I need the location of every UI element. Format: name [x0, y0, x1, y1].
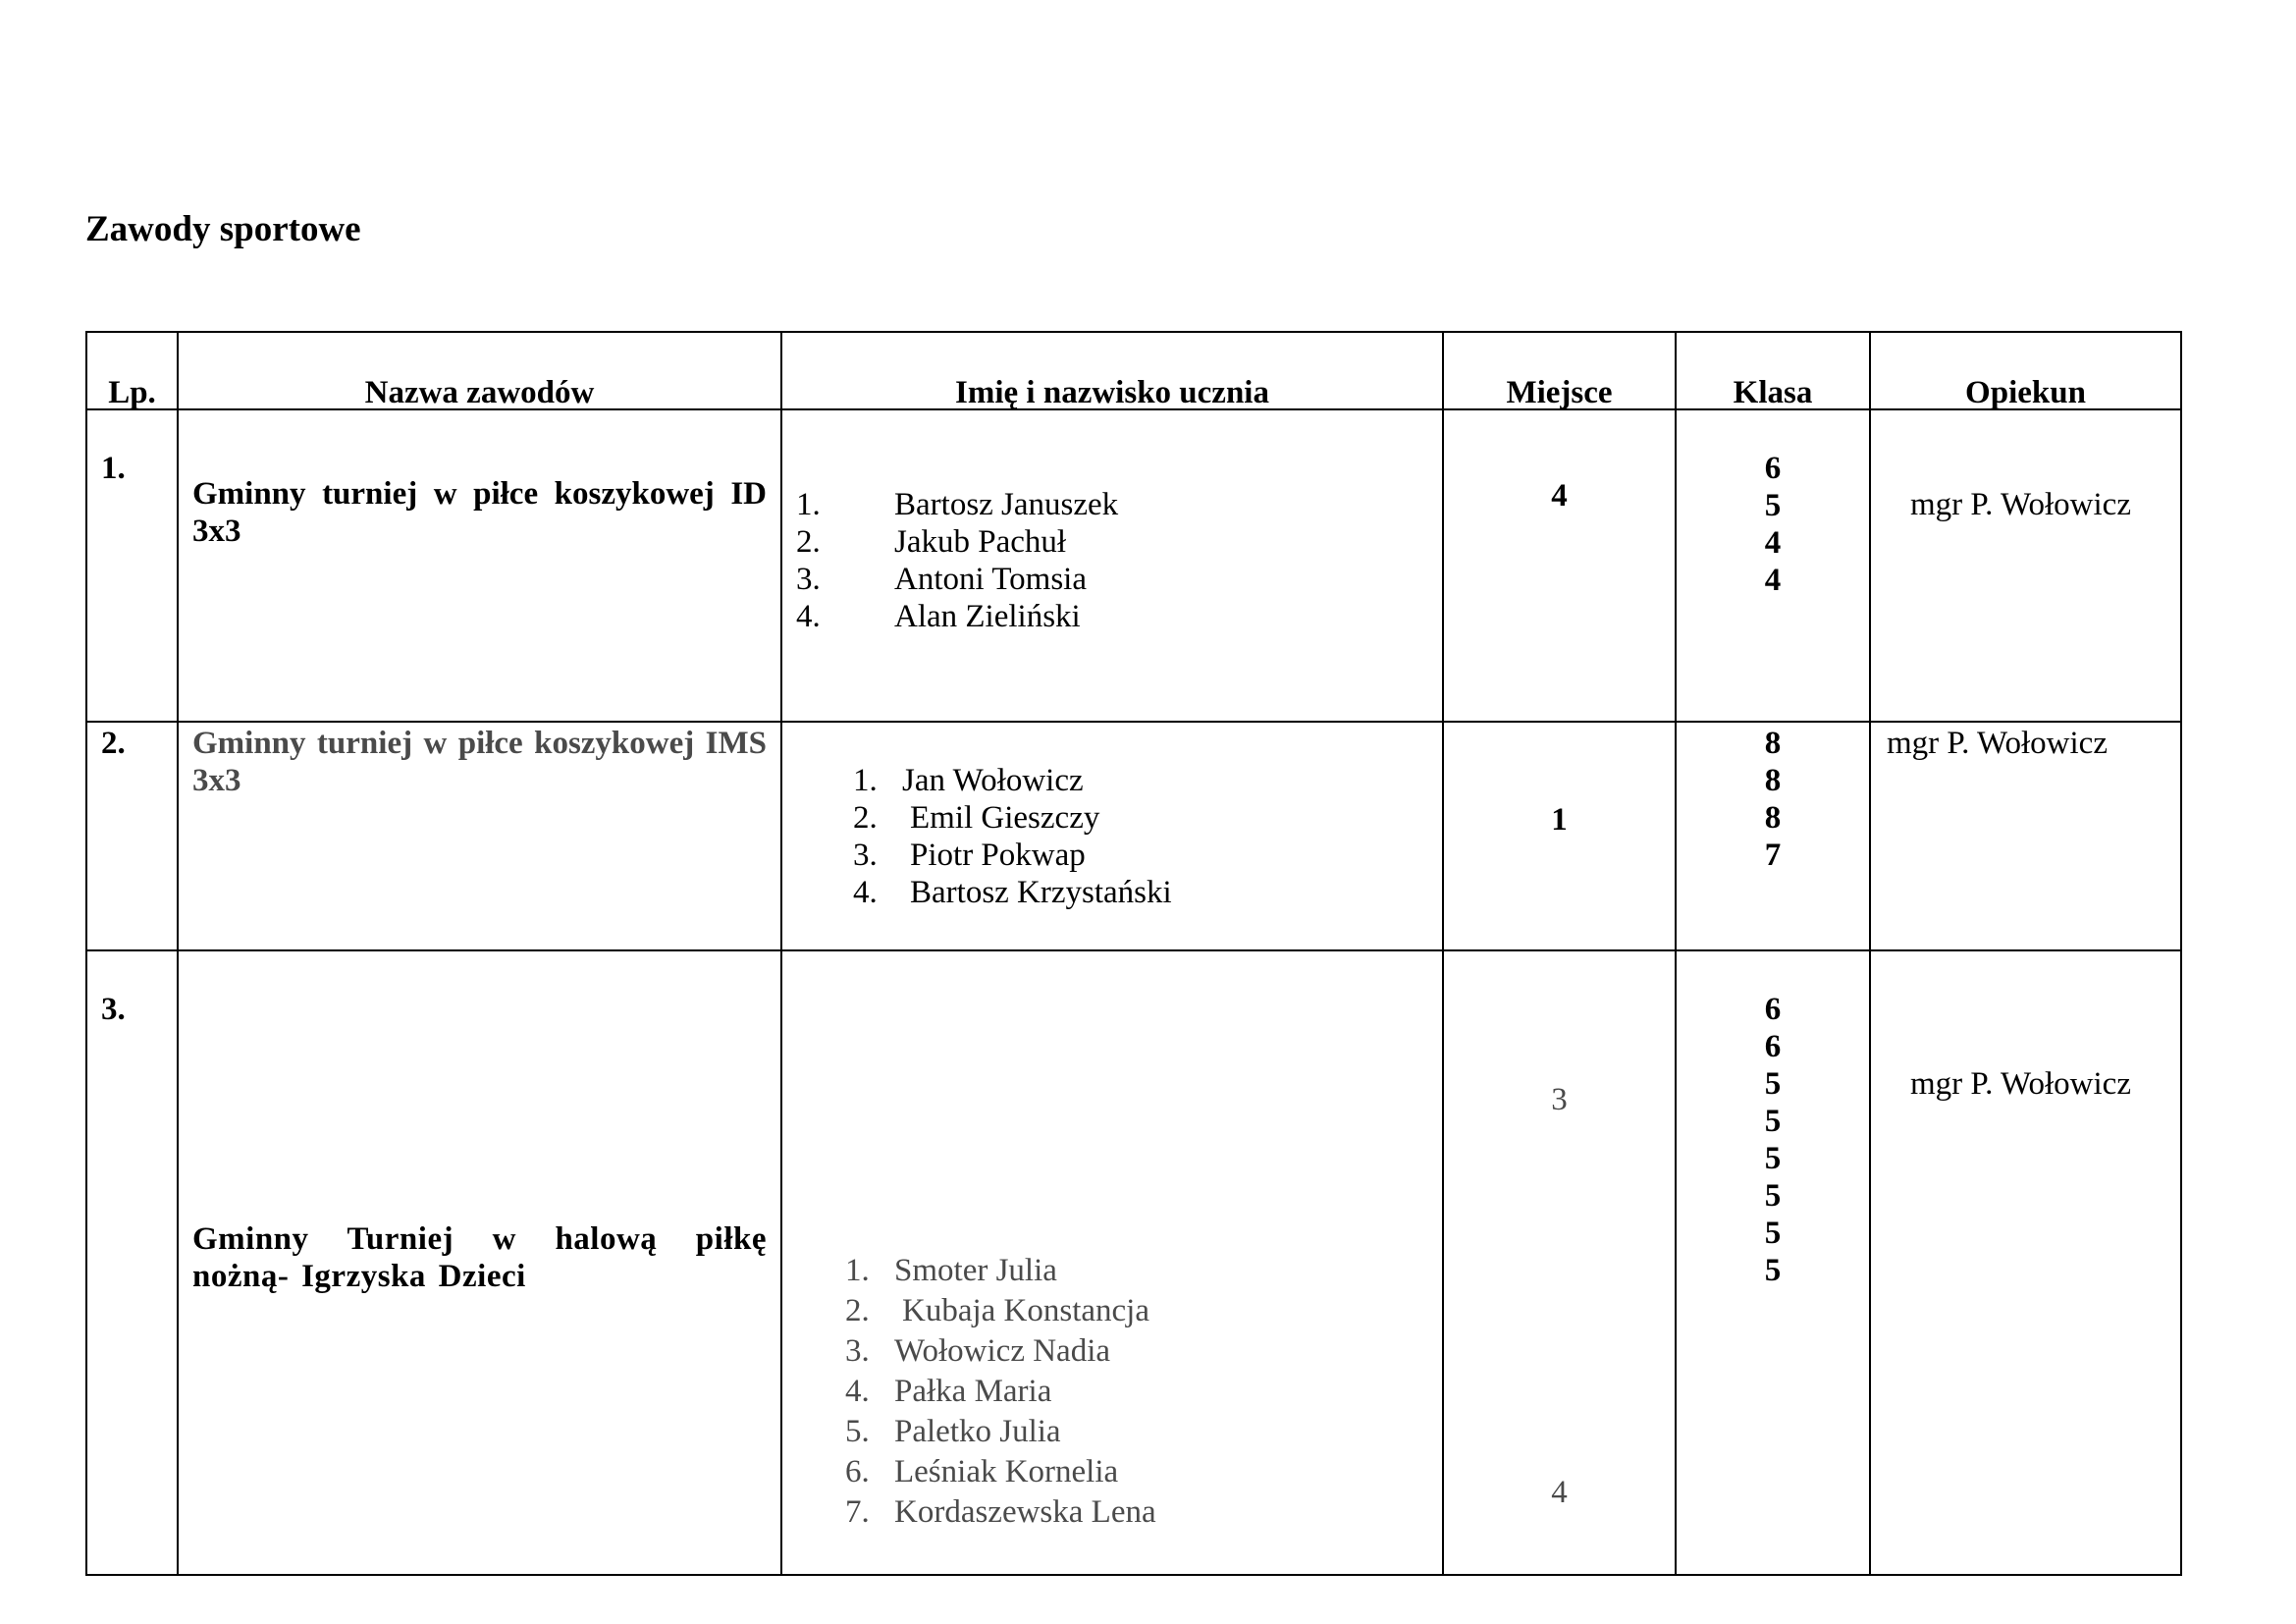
list-item: 6. Leśniak Kornelia	[845, 1454, 1119, 1489]
class-value: 4	[1764, 525, 1782, 561]
table-row	[86, 722, 2181, 950]
class-value: 5	[1764, 1216, 1782, 1251]
class-list	[1677, 450, 1869, 599]
list-item: 3. Antoni Tomsia	[796, 562, 1088, 597]
list-item: 7. Kordaszewska Lena	[845, 1494, 1156, 1530]
row-number: 3.	[101, 992, 126, 1027]
competition-name: Gminny turniej w piłce koszykowej IMS 3x3	[192, 726, 767, 798]
place-value: 4	[1551, 478, 1568, 514]
supervisor-name: mgr P. Wołowicz	[1887, 726, 2108, 761]
cell-supervisor	[1870, 409, 2181, 722]
class-value: 7	[1764, 838, 1782, 873]
class-value: 5	[1764, 488, 1782, 523]
table-row	[86, 409, 2181, 722]
cell-students	[781, 950, 1443, 1575]
header-student-name: Imię i nazwisko ucznia	[781, 332, 1443, 409]
competitions-table	[85, 331, 2182, 1576]
cell-supervisor	[1870, 950, 2181, 1575]
cell-supervisor	[1870, 722, 2181, 950]
class-value: 8	[1764, 726, 1782, 761]
list-item: 2. Jakub Pachuł	[796, 524, 1067, 560]
class-value: 5	[1764, 1066, 1782, 1102]
class-value: 5	[1764, 1253, 1782, 1288]
class-value: 5	[1764, 1178, 1782, 1214]
class-value: 6	[1764, 992, 1782, 1027]
class-list	[1677, 725, 1869, 874]
header-lp: Lp.	[86, 332, 178, 409]
table-row	[86, 950, 2181, 1575]
class-value: 4	[1764, 563, 1782, 598]
supervisor-name: mgr P. Wołowicz	[1910, 1066, 2131, 1102]
class-value: 8	[1764, 800, 1782, 836]
cell-class	[1676, 722, 1870, 950]
cell-class	[1676, 950, 1870, 1575]
header-supervisor: Opiekun	[1870, 332, 2181, 409]
place-value: 4	[1551, 1475, 1568, 1510]
place-value: 3	[1551, 1082, 1568, 1117]
header-class: Klasa	[1676, 332, 1870, 409]
class-value: 5	[1764, 1104, 1782, 1139]
header-competition: Nazwa zawodów	[178, 332, 781, 409]
cell-place	[1443, 722, 1676, 950]
row-number: 1.	[101, 451, 126, 486]
class-list	[1677, 991, 1869, 1289]
class-value: 6	[1764, 1029, 1782, 1064]
class-value: 5	[1764, 1141, 1782, 1176]
header-place: Miejsce	[1443, 332, 1676, 409]
competition-name: Gminny turniej w piłce koszykowej ID 3x3	[192, 476, 767, 549]
list-item: 3. Piotr Pokwap	[853, 838, 1086, 873]
table-header-row	[86, 332, 2181, 409]
list-item: 4. Bartosz Krzystański	[853, 875, 1172, 910]
class-value: 6	[1764, 451, 1782, 486]
list-item: 3. Wołowicz Nadia	[845, 1333, 1111, 1369]
cell-lp	[86, 950, 178, 1575]
student-list	[845, 1251, 1156, 1533]
list-item: 4. Alan Zieliński	[796, 599, 1081, 634]
list-item: 2. Emil Gieszczy	[853, 800, 1100, 836]
cell-lp	[86, 409, 178, 722]
place-value: 1	[1551, 802, 1568, 838]
page-title: Zawody sportowe	[85, 209, 361, 249]
cell-competition	[178, 722, 781, 950]
list-item: 5. Paletko Julia	[845, 1414, 1061, 1449]
cell-competition	[178, 950, 781, 1575]
student-list	[796, 486, 1118, 635]
list-item: 2. Kubaja Konstancja	[845, 1293, 1149, 1328]
list-item: 1. Jan Wołowicz	[853, 763, 1084, 798]
cell-class	[1676, 409, 1870, 722]
row-number: 2.	[101, 726, 126, 761]
list-item: 4. Pałka Maria	[845, 1374, 1052, 1409]
cell-place	[1443, 950, 1676, 1575]
cell-place	[1443, 409, 1676, 722]
supervisor-name: mgr P. Wołowicz	[1910, 487, 2131, 522]
class-value: 8	[1764, 763, 1782, 798]
list-item: 1. Smoter Julia	[845, 1253, 1057, 1288]
competition-name: Gminny Turniej w halową piłkę nożną- Igrzyska Dzieci	[192, 1221, 767, 1294]
cell-students	[781, 409, 1443, 722]
list-item: 1. Bartosz Januszek	[796, 487, 1119, 522]
student-list	[853, 762, 1172, 911]
cell-lp	[86, 722, 178, 950]
cell-competition	[178, 409, 781, 722]
cell-students	[781, 722, 1443, 950]
